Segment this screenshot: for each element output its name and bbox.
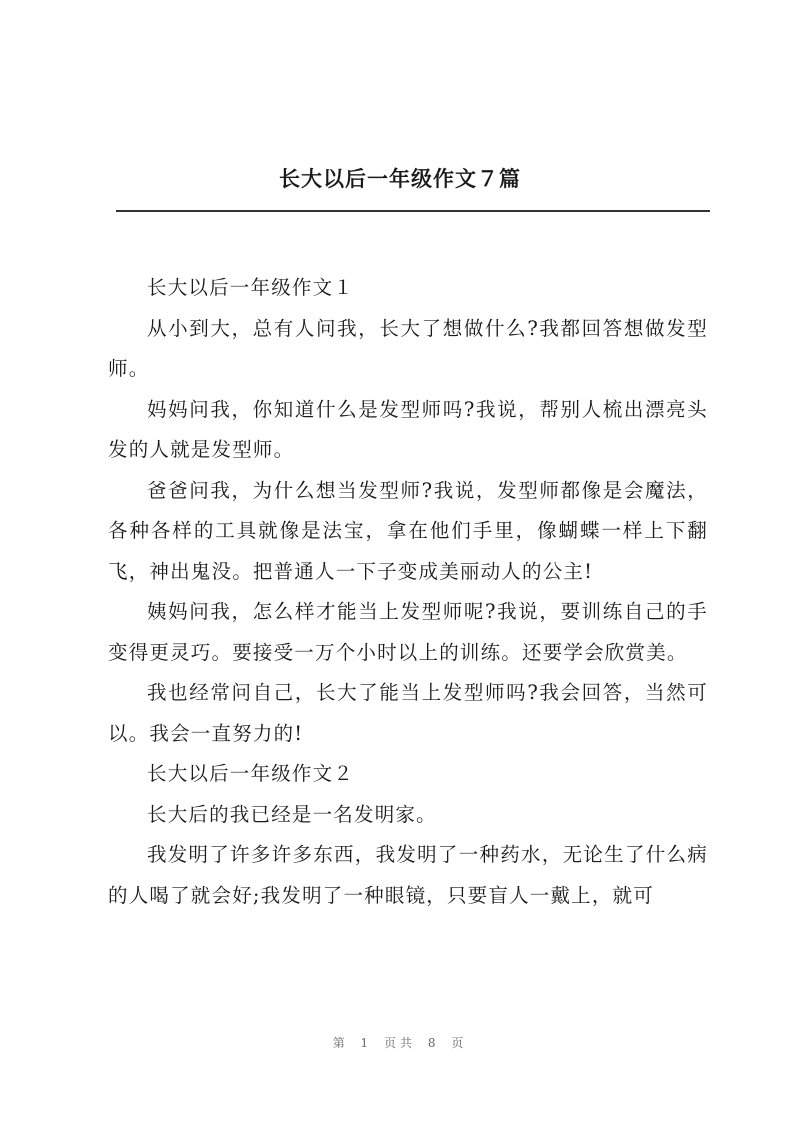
paragraph: 长大后的我已经是一名发明家。 [147,802,437,826]
title-divider [116,210,710,212]
paragraph: 妈妈问我，你知道什么是发型师吗?我说，帮别人梳出漂亮头发的人就是发型师。 [108,397,708,461]
paragraph: 我也经常问自己，长大了能当上发型师吗?我会回答，当然可以。我会一直努力的! [108,681,708,745]
section-heading: 长大以后一年级作文２ [147,762,355,785]
paragraph: 姨妈问我，怎么样才能当上发型师呢?我说，要训练自己的手变得更灵巧。要接受一万个小时以上的训练。还要学会欣赏美。 [108,600,708,664]
paragraph: 我发明了许多许多东西，我发明了一种药水，无论生了什么病的人喝了就会好;我发明了一种眼镜，只要盲人一戴上，就可 [108,843,708,907]
document-body [108,268,708,916]
paragraph: 从小到大，总有人问我，长大了想做什么?我都回答想做发型师。 [108,316,708,380]
paragraph: 爸爸问我，为什么想当发型师?我说，发型师都像是会魔法，各种各样的工具就像是法宝，拿在他们手里，像蝴蝶一样上下翻飞，神出鬼没。把普通人一下子变成美丽动人的公主! [108,478,708,583]
section-heading: 长大以后一年级作文１ [147,276,355,299]
page-footer: 第 1 页共 8 页 [332,1036,468,1050]
page-title: 长大以后一年级作文７篇 [279,166,521,191]
